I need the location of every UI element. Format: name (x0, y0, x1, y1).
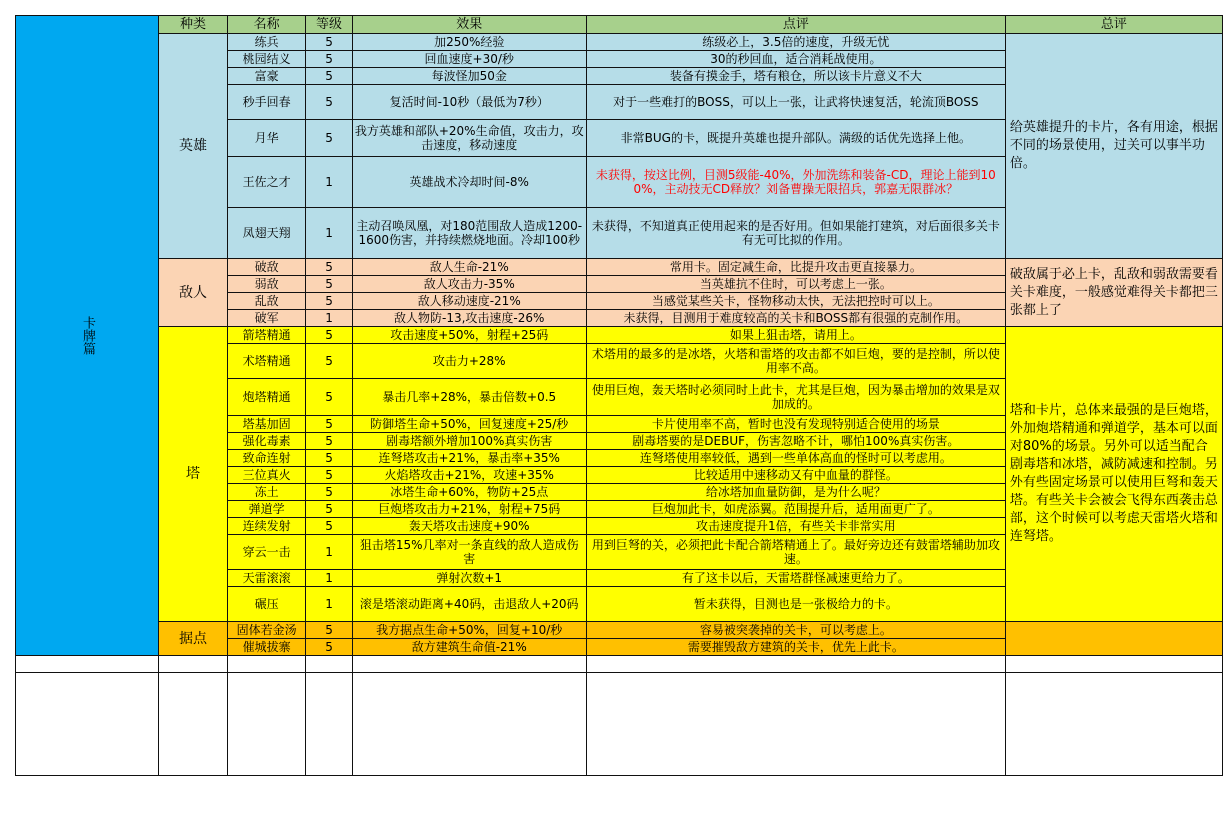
card-effect-cell[interactable]: 主动召唤凤凰，对180范围敌人造成1200-1600伤害，并持续燃烧地面。冷却100秒 (352, 208, 586, 259)
card-effect-cell[interactable]: 我方英雄和部队+20%生命值，攻击力，攻击速度，移动速度 (352, 120, 586, 157)
empty-cell[interactable] (1005, 673, 1222, 776)
card-effect-cell[interactable]: 滚是塔滚动距离+40码，击退敌人+20码 (352, 587, 586, 622)
card-comment-cell[interactable]: 卡片使用率不高，暂时也没有发现特别适合使用的场景 (586, 416, 1005, 433)
header-type[interactable]: 种类 (159, 16, 228, 34)
card-effect-cell[interactable]: 弹射次数+1 (352, 570, 586, 587)
card-name-cell[interactable]: 破敌 (228, 259, 306, 276)
card-level-cell[interactable]: 5 (306, 68, 352, 85)
header-summary[interactable]: 总评 (1005, 16, 1222, 34)
empty-cell[interactable] (586, 673, 1005, 776)
card-level-cell[interactable]: 1 (306, 587, 352, 622)
card-comment-cell[interactable]: 装备有摸金手，塔有粮仓，所以该卡片意义不大 (586, 68, 1005, 85)
empty-row (16, 656, 1223, 673)
card-comment-cell[interactable]: 未获得，按这比例，目测5级能-40%，外加洗练和装备-CD，理论上能到100%，主动技无CD释放？刘备曹操无限招兵，郭嘉无限群冰？ (586, 157, 1005, 208)
card-name-cell[interactable]: 弱敌 (228, 276, 306, 293)
card-effect-cell[interactable]: 回血速度+30/秒 (352, 51, 586, 68)
card-comment-cell[interactable]: 巨炮加此卡，如虎添翼。范围提升后，适用面更广了。 (586, 501, 1005, 518)
card-effect-cell[interactable]: 攻击速度+50%，射程+25码 (352, 327, 586, 344)
card-effect-cell[interactable]: 火焰塔攻击+21%，攻速+35% (352, 467, 586, 484)
card-name-cell[interactable]: 月华 (228, 120, 306, 157)
card-level-cell[interactable]: 5 (306, 120, 352, 157)
card-level-cell[interactable]: 1 (306, 310, 352, 327)
card-name-cell[interactable]: 三位真火 (228, 467, 306, 484)
card-comment-cell[interactable]: 未获得，不知道真正使用起来的是否好用。但如果能打建筑，对后面很多关卡有无可比拟的作用。 (586, 208, 1005, 259)
card-effect-cell[interactable]: 敌人生命-21% (352, 259, 586, 276)
card-level-cell[interactable]: 5 (306, 416, 352, 433)
card-comment-cell[interactable]: 常用卡。固定减生命，比提升攻击更直接暴力。 (586, 259, 1005, 276)
group-label-cell[interactable]: 据点 (159, 622, 228, 656)
card-level-cell[interactable]: 5 (306, 379, 352, 416)
card-effect-cell[interactable]: 连弩塔攻击+21%，暴击率+35% (352, 450, 586, 467)
card-level-cell[interactable]: 1 (306, 535, 352, 570)
card-level-cell[interactable]: 5 (306, 484, 352, 501)
card-name-cell[interactable]: 冻土 (228, 484, 306, 501)
card-table (15, 15, 1223, 776)
card-comment-cell[interactable]: 30的秒回血，适合消耗战使用。 (586, 51, 1005, 68)
card-level-cell[interactable]: 5 (306, 639, 352, 656)
card-name-cell[interactable]: 破军 (228, 310, 306, 327)
group-label-cell[interactable]: 敌人 (159, 259, 228, 327)
card-effect-cell[interactable]: 暴击几率+28%，暴击倍数+0.5 (352, 379, 586, 416)
card-effect-cell[interactable]: 轰天塔攻击速度+90% (352, 518, 586, 535)
card-comment-cell[interactable]: 需要摧毁敌方建筑的关卡，优先上此卡。 (586, 639, 1005, 656)
card-comment-cell[interactable]: 剧毒塔要的是DEBUF，伤害忽略不计，哪怕100%真实伤害。 (586, 433, 1005, 450)
card-effect-cell[interactable]: 剧毒塔额外增加100%真实伤害 (352, 433, 586, 450)
card-name-cell[interactable]: 天雷滚滚 (228, 570, 306, 587)
card-comment-cell[interactable]: 未获得，目测用于难度较高的关卡和BOSS都有很强的克制作用。 (586, 310, 1005, 327)
card-effect-cell[interactable]: 敌人移动速度-21% (352, 293, 586, 310)
card-name-cell[interactable]: 王佐之才 (228, 157, 306, 208)
card-name-cell[interactable]: 致命连射 (228, 450, 306, 467)
card-comment-cell[interactable]: 练级必上，3.5倍的速度，升级无忧 (586, 34, 1005, 51)
group-label-cell[interactable]: 英雄 (159, 34, 228, 259)
group-summary-cell[interactable]: 给英雄提升的卡片，各有用途，根据不同的场景使用，过关可以事半功倍。 (1005, 34, 1222, 259)
group-summary-cell[interactable]: 塔和卡片，总体来最强的是巨炮塔，外加炮塔精通和弹道学，基本可以面对80%的场景。另外可以适当配合剧毒塔和冰塔，减防减速和控制。另外有些固定场景可以使用巨弩和轰天塔。有些关卡会被会飞得东西袭击总部，这个时候可以考虑天雷塔火塔和连弩塔。 (1005, 327, 1222, 622)
empty-cell[interactable] (306, 673, 352, 776)
card-comment-cell[interactable]: 连弩塔使用率较低，遇到一些单体高血的怪时可以考虑用。 (586, 450, 1005, 467)
card-level-cell[interactable]: 5 (306, 433, 352, 450)
card-level-cell[interactable]: 5 (306, 293, 352, 310)
card-effect-cell[interactable]: 敌人物防-13,攻击速度-26% (352, 310, 586, 327)
card-name-cell[interactable]: 术塔精通 (228, 344, 306, 379)
card-comment-cell[interactable]: 攻击速度提升1倍，有些关卡非常实用 (586, 518, 1005, 535)
card-level-cell[interactable]: 1 (306, 157, 352, 208)
empty-cell[interactable] (352, 673, 586, 776)
card-effect-cell[interactable]: 敌方建筑生命值-21% (352, 639, 586, 656)
card-name-cell[interactable]: 固体若金汤 (228, 622, 306, 639)
card-name-cell[interactable]: 乱敌 (228, 293, 306, 310)
card-comment-cell[interactable]: 给冰塔加血量防御，是为什么呢？ (586, 484, 1005, 501)
card-comment-cell[interactable]: 当英雄抗不住时，可以考虑上一张。 (586, 276, 1005, 293)
empty-row (16, 673, 1223, 776)
empty-cell[interactable] (352, 656, 586, 673)
card-comment-cell[interactable]: 暂未获得，目测也是一张极给力的卡。 (586, 587, 1005, 622)
table-row (16, 622, 1223, 639)
empty-cell[interactable] (1005, 656, 1222, 673)
table-row (16, 259, 1223, 276)
card-level-cell[interactable]: 5 (306, 622, 352, 639)
group-summary-cell[interactable]: 破敌属于必上卡，乱敌和弱敌需要看关卡难度，一般感觉难得关卡都把三张都上了 (1005, 259, 1222, 327)
header-name[interactable]: 名称 (228, 16, 306, 34)
group-summary-cell[interactable] (1005, 622, 1222, 656)
card-level-cell[interactable]: 5 (306, 450, 352, 467)
card-name-cell[interactable]: 练兵 (228, 34, 306, 51)
card-comment-cell[interactable]: 比较适用中速移动又有中血量的群怪。 (586, 467, 1005, 484)
header-comment[interactable]: 点评 (586, 16, 1005, 34)
header-level[interactable]: 等级 (306, 16, 352, 34)
card-comment-cell[interactable]: 如果上狙击塔，请用上。 (586, 327, 1005, 344)
card-name-cell[interactable]: 穿云一击 (228, 535, 306, 570)
header-effect[interactable]: 效果 (352, 16, 586, 34)
card-effect-cell[interactable]: 加250%经验 (352, 34, 586, 51)
card-name-cell[interactable]: 强化毒素 (228, 433, 306, 450)
card-name-cell[interactable]: 碾压 (228, 587, 306, 622)
card-name-cell[interactable]: 催城拔寨 (228, 639, 306, 656)
card-level-cell[interactable]: 5 (306, 51, 352, 68)
card-name-cell[interactable]: 弹道学 (228, 501, 306, 518)
card-effect-cell[interactable]: 冰塔生命+60%，物防+25点 (352, 484, 586, 501)
table-row (16, 34, 1223, 51)
card-name-cell[interactable]: 连续发射 (228, 518, 306, 535)
card-effect-cell[interactable]: 敌人攻击力-35% (352, 276, 586, 293)
card-effect-cell[interactable]: 狙击塔15%几率对一条直线的敌人造成伤害 (352, 535, 586, 570)
side-title-cell (16, 16, 159, 656)
card-comment-cell[interactable]: 术塔用的最多的是冰塔，火塔和雷塔的攻击都不如巨炮，要的是控制，所以使用率不高。 (586, 344, 1005, 379)
card-name-cell[interactable]: 塔基加固 (228, 416, 306, 433)
empty-cell[interactable] (586, 656, 1005, 673)
card-level-cell[interactable]: 5 (306, 344, 352, 379)
card-name-cell[interactable]: 秒手回春 (228, 85, 306, 120)
card-effect-cell[interactable]: 英雄战术冷却时间-8% (352, 157, 586, 208)
card-effect-cell[interactable]: 防御塔生命+50%，回复速度+25/秒 (352, 416, 586, 433)
card-comment-cell[interactable]: 使用巨炮，轰天塔时必须同时上此卡，尤其是巨炮，因为暴击增加的效果是双加成的。 (586, 379, 1005, 416)
empty-cell[interactable] (306, 656, 352, 673)
card-name-cell[interactable]: 炮塔精通 (228, 379, 306, 416)
card-level-cell[interactable]: 1 (306, 570, 352, 587)
empty-cell[interactable] (16, 656, 159, 673)
card-comment-cell[interactable]: 用到巨弩的关，必须把此卡配合箭塔精通上了。最好旁边还有鼓雷塔辅助加攻速。 (586, 535, 1005, 570)
card-level-cell[interactable]: 5 (306, 85, 352, 120)
card-comment-cell[interactable]: 当感觉某些关卡，怪物移动太快，无法把控时可以上。 (586, 293, 1005, 310)
side-title: 卡牌篇 (80, 316, 95, 355)
group-label-cell[interactable]: 塔 (159, 327, 228, 622)
card-name-cell[interactable]: 桃园结义 (228, 51, 306, 68)
empty-cell[interactable] (16, 673, 159, 776)
card-name-cell[interactable]: 凤翅天翔 (228, 208, 306, 259)
table-row (16, 327, 1223, 344)
card-effect-cell[interactable]: 每波怪加50金 (352, 68, 586, 85)
card-name-cell[interactable]: 富豪 (228, 68, 306, 85)
header-row (16, 16, 1223, 34)
card-level-cell[interactable]: 5 (306, 467, 352, 484)
card-level-cell[interactable]: 5 (306, 518, 352, 535)
card-effect-cell[interactable]: 巨炮塔攻击力+21%，射程+75码 (352, 501, 586, 518)
card-comment-cell[interactable]: 非常BUG的卡，既提升英雄也提升部队。满级的话优先选择上他。 (586, 120, 1005, 157)
card-level-cell[interactable]: 5 (306, 259, 352, 276)
empty-cell[interactable] (159, 656, 228, 673)
card-effect-cell[interactable]: 攻击力+28% (352, 344, 586, 379)
card-level-cell[interactable]: 1 (306, 208, 352, 259)
card-level-cell[interactable]: 5 (306, 501, 352, 518)
card-effect-cell[interactable]: 我方据点生命+50%，回复+10/秒 (352, 622, 586, 639)
card-comment-cell[interactable]: 容易被突袭掉的关卡，可以考虑上。 (586, 622, 1005, 639)
card-name-cell[interactable]: 箭塔精通 (228, 327, 306, 344)
card-comment-cell[interactable]: 对于一些难打的BOSS，可以上一张，让武将快速复活，轮流顶BOSS (586, 85, 1005, 120)
empty-cell[interactable] (159, 673, 228, 776)
card-level-cell[interactable]: 5 (306, 34, 352, 51)
empty-cell[interactable] (228, 673, 306, 776)
card-level-cell[interactable]: 5 (306, 276, 352, 293)
empty-cell[interactable] (228, 656, 306, 673)
card-comment-cell[interactable]: 有了这卡以后，天雷塔群怪减速更给力了。 (586, 570, 1005, 587)
card-level-cell[interactable]: 5 (306, 327, 352, 344)
card-effect-cell[interactable]: 复活时间-10秒（最低为7秒） (352, 85, 586, 120)
